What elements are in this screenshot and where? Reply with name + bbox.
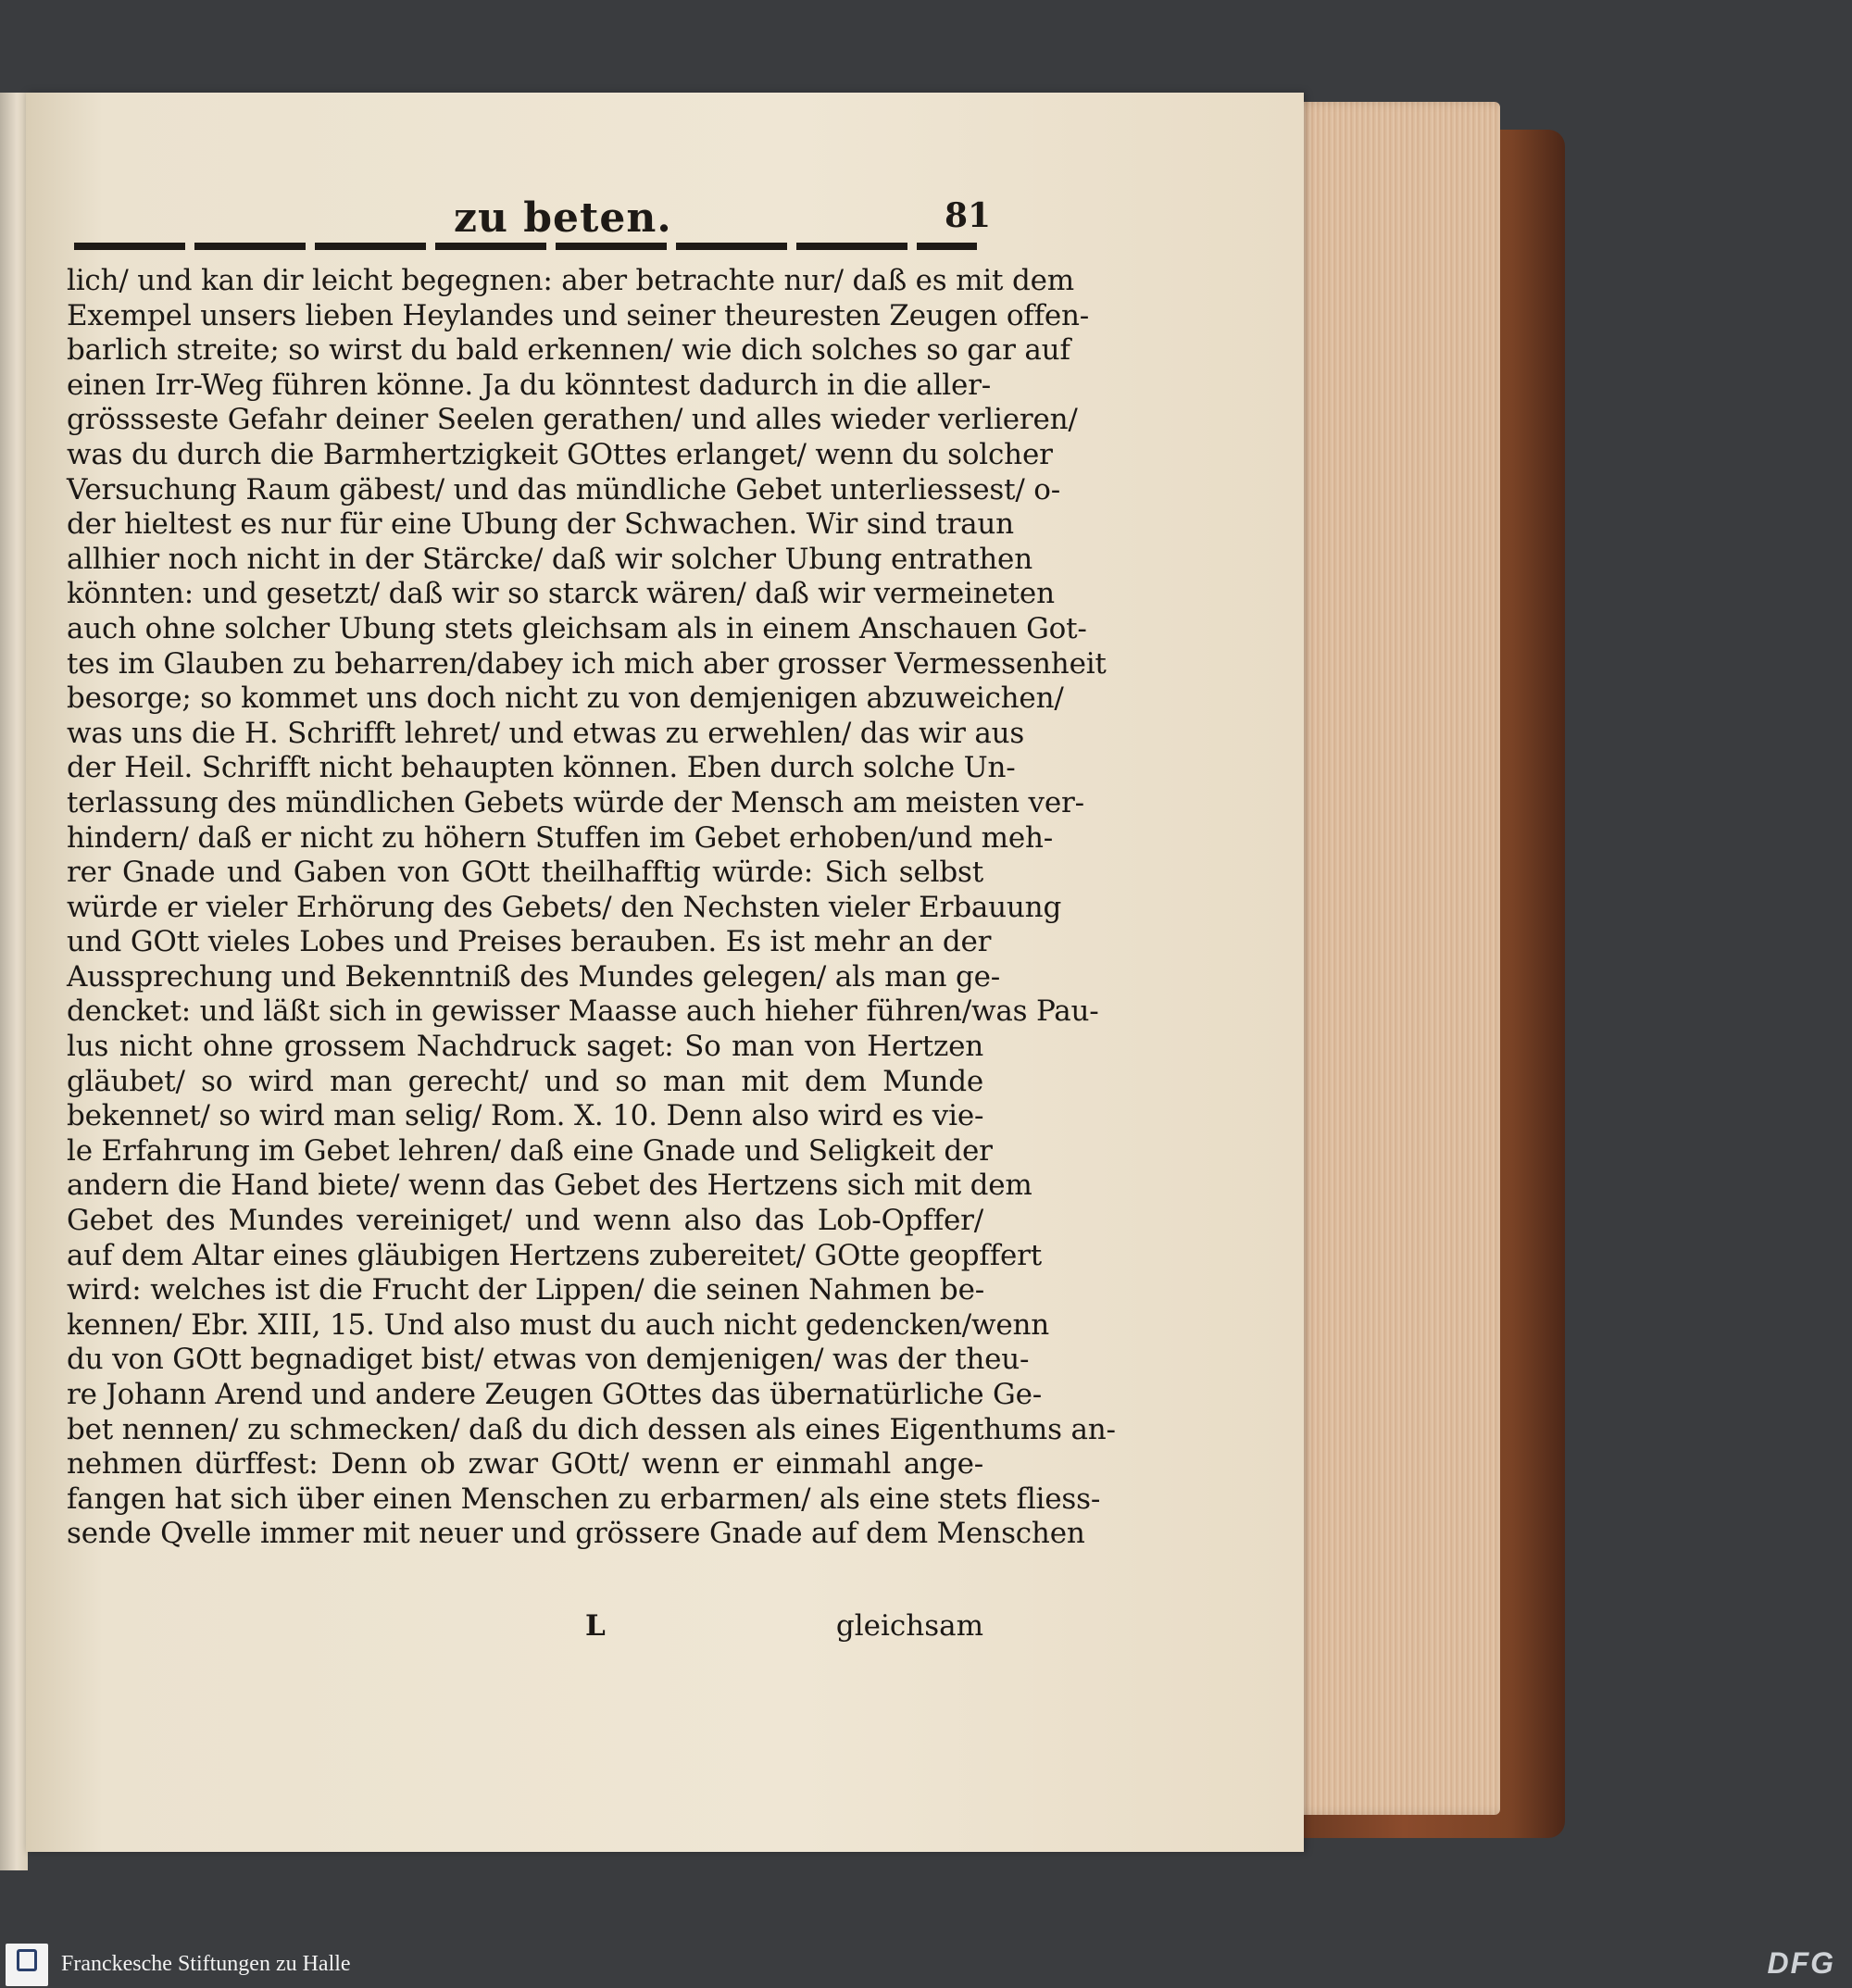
text-line: bekennet/ so wird man selig/ Rom. X. 10. Denn also wird es vie-	[67, 1099, 984, 1133]
text-line: re Johann Arend und andere Zeugen GOttes das übernatürliche Ge-	[67, 1378, 1042, 1411]
header-rule	[74, 243, 977, 250]
text-line: auch ohne solcher Ubung stets gleichsam als in einem Anschauen Got-	[67, 611, 1087, 645]
text-line: der Heil. Schrifft nicht behaupten können. Eben durch solche Un-	[67, 751, 1016, 785]
text-line: nehmen dürffest: Denn ob zwar GOtt/ wenn er einmahl ange-	[67, 1447, 983, 1482]
text-line: könnten: und gesetzt/ daß wir so starck wären/ daß wir vermeineten	[67, 577, 1055, 611]
dfg-logo: DFG	[1767, 1946, 1835, 1980]
text-line: Exempel unsers lieben Heylandes und seiner theuresten Zeugen offen-	[67, 298, 1090, 332]
text-line: allhier noch nicht in der Stärcke/ daß wir solcher Ubung entrathen	[67, 542, 1032, 576]
body-text	[67, 264, 1116, 1552]
catchword-row	[67, 1609, 983, 1646]
previous-page-edge	[0, 93, 28, 1870]
catchword: gleichsam	[835, 1609, 983, 1643]
text-line: auf dem Altar eines gläubigen Hertzens zubereitet/ GOtte geopffert	[67, 1238, 1042, 1272]
text-line: fangen hat sich über einen Menschen zu erbarmen/ als eine stets fliess-	[67, 1482, 1101, 1516]
text-line: wird: welches ist die Frucht der Lippen/ die seinen Nahmen be-	[67, 1273, 984, 1307]
institution-logo-icon	[6, 1944, 48, 1986]
text-line: lich/ und kan dir leicht begegnen: aber betrachte nur/ daß es mit dem	[67, 264, 1074, 297]
text-line: kennen/ Ebr. XIII, 15. Und also must du auch nicht gedencken/wenn	[67, 1307, 1049, 1342]
page-number: 81	[945, 196, 992, 235]
text-line: was du durch die Barmhertzigkeit GOttes erlanget/ wenn du solcher	[67, 437, 1053, 471]
page-fore-edge	[1292, 102, 1500, 1815]
text-line: lus nicht ohne grossem Nachdruck saget: So man von Hertzen	[67, 1030, 983, 1064]
running-head: zu beten.	[454, 194, 672, 242]
text-line: gläubet/ so wird man gerecht/ und so man mit dem Munde	[67, 1064, 983, 1098]
text-line: tes im Glauben zu beharren/dabey ich mich aber grosser Vermessenheit	[67, 646, 1107, 681]
text-line: andern die Hand biete/ wenn das Gebet des Hertzens sich mit dem	[67, 1169, 1032, 1203]
signature-mark: L	[585, 1609, 606, 1643]
text-line: Versuchung Raum gäbest/ und das mündliche Gebet unterliessest/ o-	[67, 472, 1061, 506]
text-line: sende Qvelle immer mit neuer und grössere Gnade auf dem Menschen	[67, 1517, 1085, 1551]
text-line: der hieltest es nur für eine Ubung der Schwachen. Wir sind traun	[67, 507, 1014, 542]
text-line: hindern/ daß er nicht zu höhern Stuffen im Gebet erhoben/und meh-	[67, 820, 1054, 855]
text-line: barlich streite; so wirst du bald erkennen/ wie dich solches so gar auf	[67, 333, 1070, 368]
text-line: Gebet des Mundes vereiniget/ und wenn also das Lob-Opffer/	[67, 1204, 983, 1238]
text-line: dencket: und läßt sich in gewisser Maasse auch hieher führen/was Pau-	[67, 994, 1099, 1029]
text-line: Aussprechung und Bekenntniß des Mundes gelegen/ als man ge-	[67, 959, 1001, 994]
text-line: rer Gnade und Gaben von GOtt theilhafftig würde: Sich selbst	[67, 856, 983, 890]
text-line: was uns die H. Schrifft lehret/ und etwas zu erwehlen/ das wir aus	[67, 716, 1025, 750]
text-line: besorge; so kommet uns doch nicht zu von demjenigen abzuweichen/	[67, 681, 1064, 716]
text-line: du von GOtt begnadiget bist/ etwas von demjenigen/ was der theu-	[67, 1343, 1030, 1377]
text-line: und GOtt vieles Lobes und Preises berauben. Es ist mehr an der	[67, 925, 992, 959]
text-line: würde er vieler Erhörung des Gebets/ den Nechsten vieler Erbauung	[67, 890, 1062, 924]
text-line: le Erfahrung im Gebet lehren/ daß eine Gnade und Seligkeit der	[67, 1133, 993, 1168]
text-line: terlassung des mündlichen Gebets würde der Mensch am meisten ver-	[67, 785, 1084, 819]
text-line: einen Irr-Weg führen könne. Ja du könntest dadurch in die aller-	[67, 368, 992, 402]
text-line: bet nennen/ zu schmecken/ daß du dich dessen als eines Eigenthums an-	[67, 1412, 1116, 1446]
institution-name: Franckesche Stiftungen zu Halle	[61, 1952, 351, 1976]
text-line: grössseste Gefahr deiner Seelen gerathen/ und alles wieder verlieren/	[67, 403, 1078, 437]
